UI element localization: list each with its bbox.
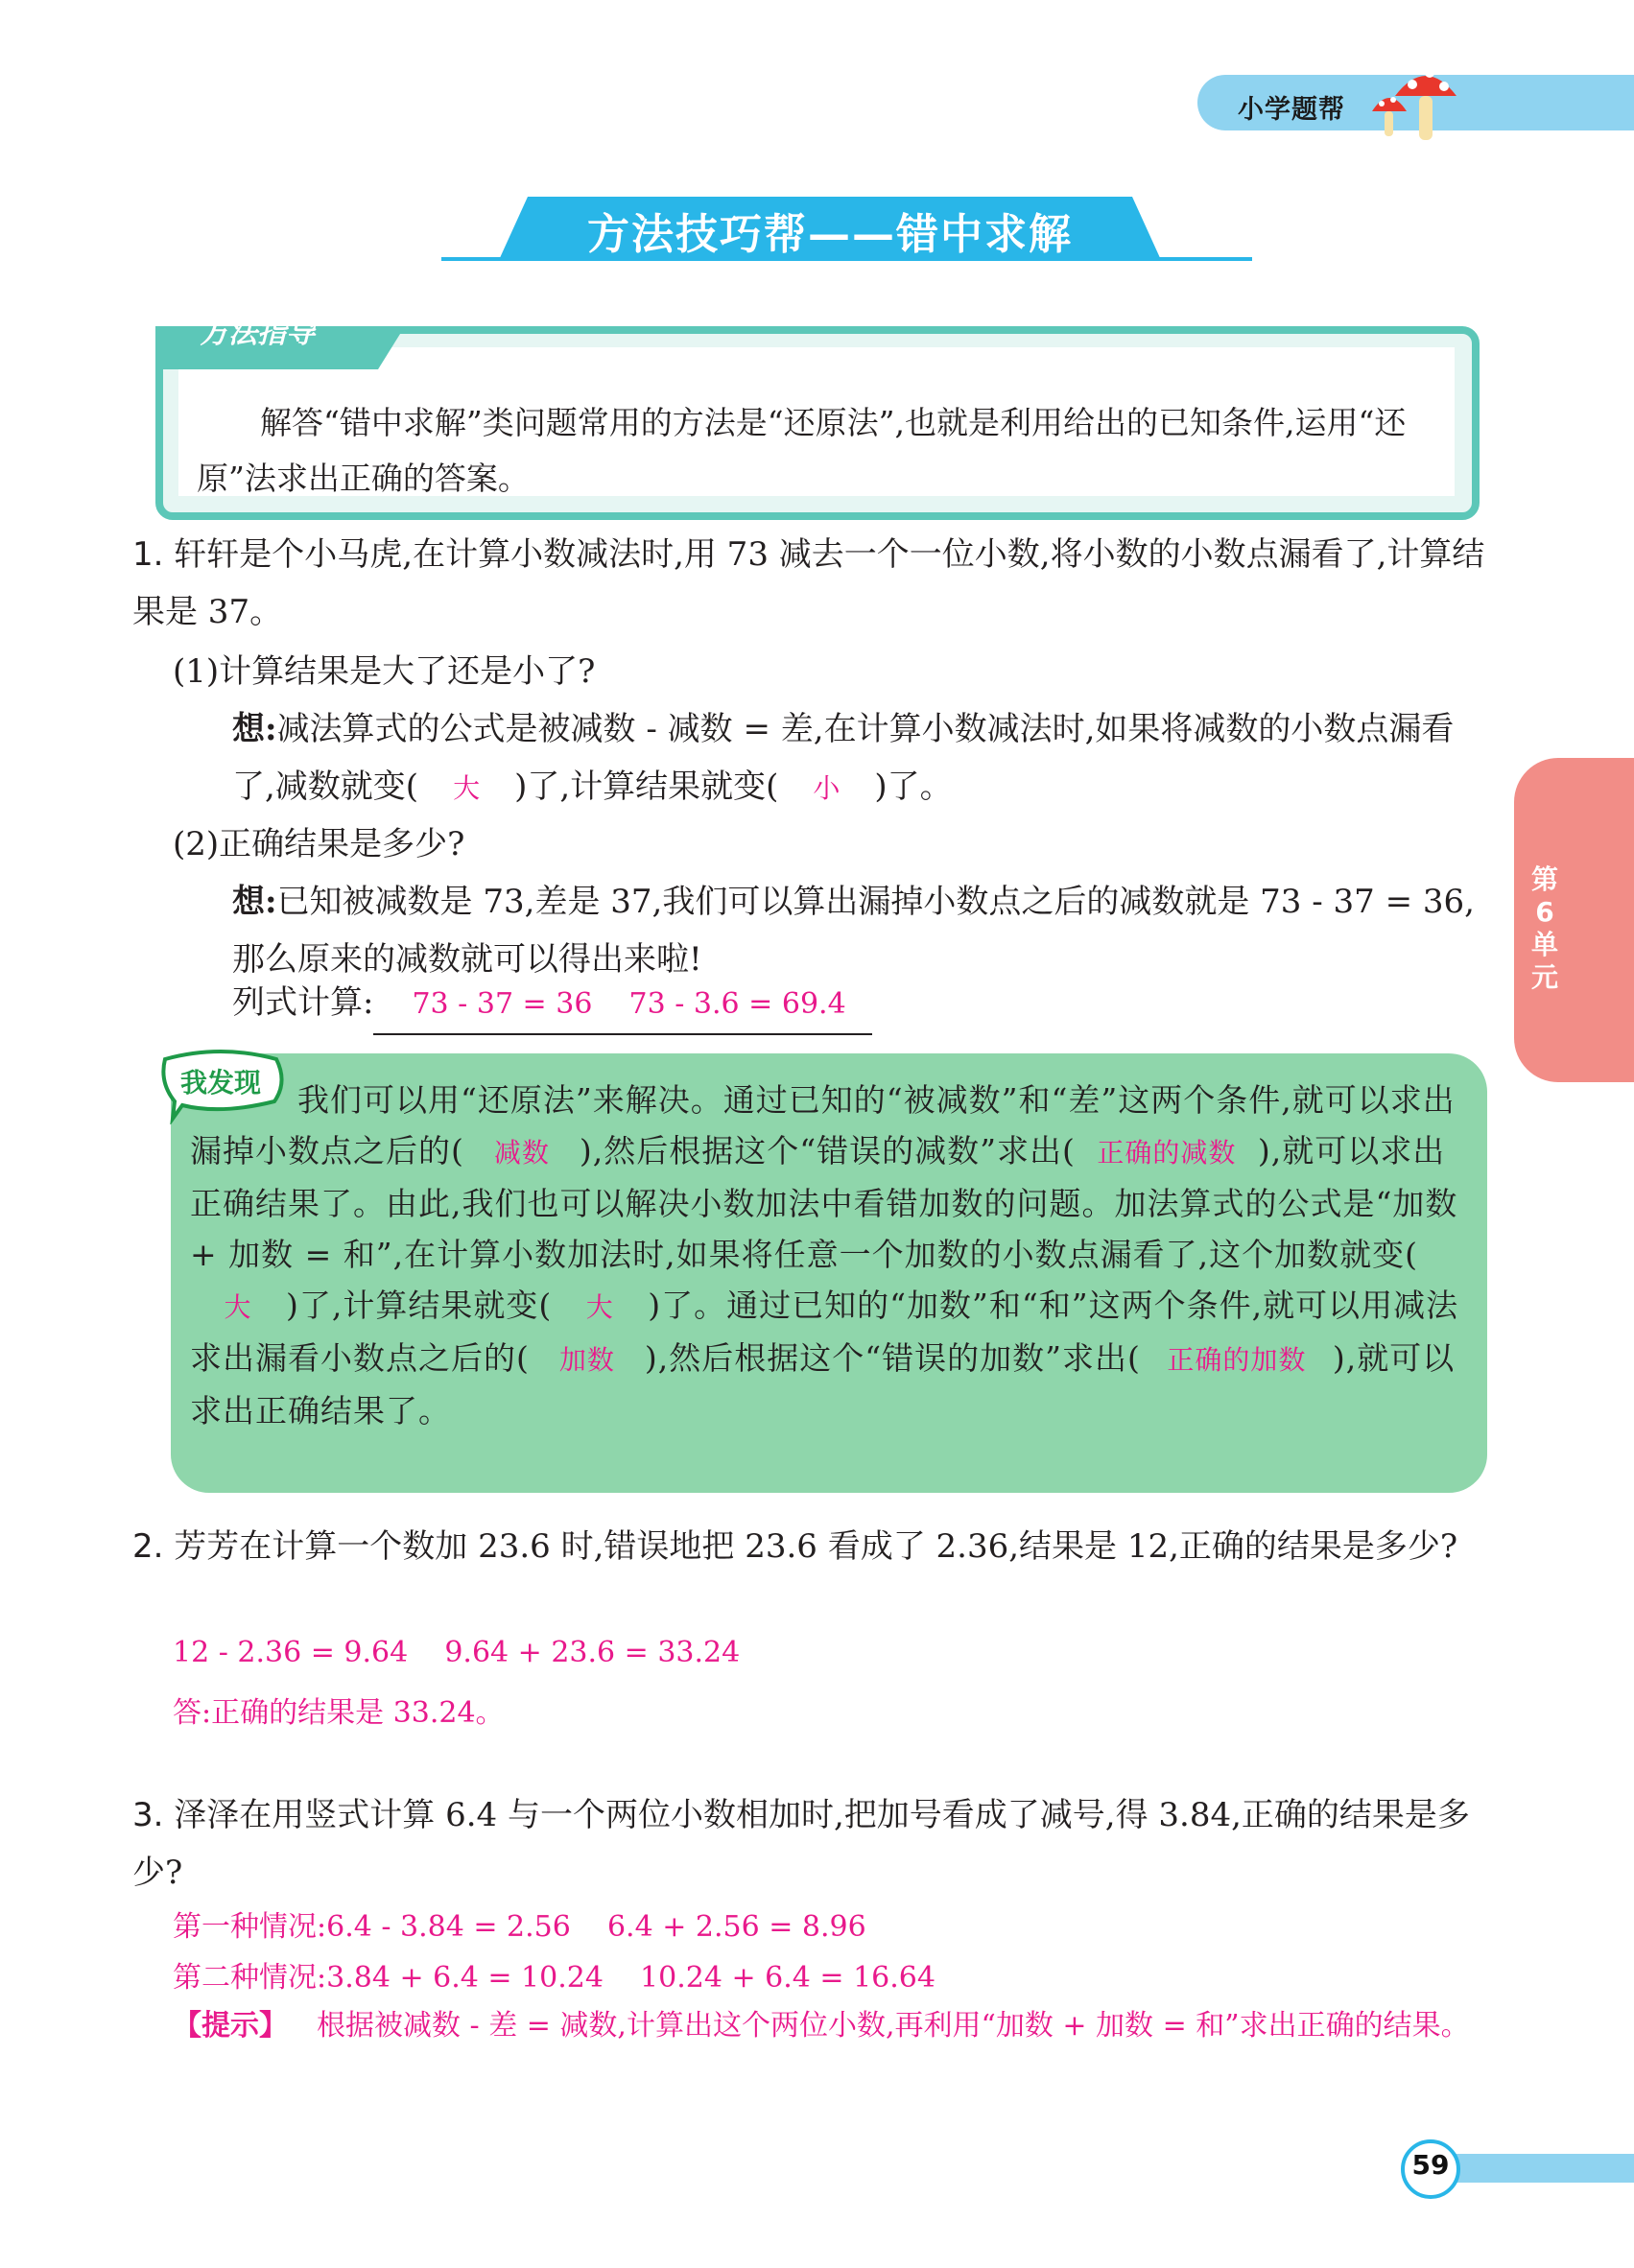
hint-label: 【提示】 [173, 2009, 288, 2043]
discover-text-part: )了。通过已知的“加数”和“和”这两个条件,就可以用减法求出漏看小数点之后的( [190, 1287, 1459, 1377]
answer-blank: 加数 [558, 1344, 615, 1376]
q1-part-1: (1)计算结果是大了还是小了? [173, 652, 596, 691]
question-number: 1. [132, 535, 164, 574]
question-stem: 轩轩是个小马虎,在计算小数减法时,用 73 减去一个一位小数,将小数的小数点漏看了,计算结果是 37。 [132, 535, 1485, 631]
discover-text-part: )了,计算结果就变( [286, 1287, 553, 1324]
discover-tag-text: 我发现 [179, 1067, 262, 1099]
method-text: 解答“错中求解”类问题常用的方法是“还原法”,也就是利用给出的已知条件,运用“还原”法求出正确的答案。 [197, 404, 1407, 497]
question-2 [132, 1518, 1495, 1575]
answer-blank: 正确的加数 [1167, 1344, 1307, 1376]
answer-blank: 小 [813, 772, 841, 804]
question-number: 2. [132, 1527, 164, 1566]
think-text: )了。 [874, 768, 953, 806]
question-stem: 芳芳在计算一个数加 23.6 时,错误地把 23.6 看成了 2.36,结果是 12,正确的结果是多少? [174, 1527, 1458, 1566]
discover-text-part: ),然后根据这个“错误的加数”求出( [644, 1339, 1141, 1377]
calc-answer: 73 - 37 = 36 73 - 3.6 = 69.4 [373, 976, 872, 1035]
hint-text: 根据被减数 - 差 = 减数,计算出这个两位小数,再利用“加数 + 加数 = 和”求出正确的结果。 [317, 2009, 1470, 2043]
q1-part-2-think [232, 873, 1494, 988]
question-3 [132, 1786, 1495, 1902]
answer-blank: 大 [585, 1291, 614, 1323]
page-title: 方法技巧帮——错中求解 [587, 210, 1073, 259]
discover-text-part: 我们可以用“还原法”来解决。通过已知的“被减数”和“差”这两个条件,就可以求出漏掉小数点之后的( [190, 1081, 1456, 1169]
think-label: 想: [232, 883, 277, 921]
q1-part-2: (2)正确结果是多少? [173, 825, 465, 863]
brand-label: 小学题帮 [1238, 95, 1345, 125]
question-number: 3. [132, 1796, 164, 1834]
q3-answer-case-1: 第一种情况:6.4 - 3.84 = 2.56 6.4 + 2.56 = 8.96 [173, 1910, 866, 1944]
q1-calc [232, 974, 872, 1035]
answer-blank: 减数 [493, 1137, 550, 1169]
q2-answer: 答:正确的结果是 33.24。 [173, 1696, 505, 1730]
think-label: 想: [232, 710, 277, 748]
q3-answer-case-2: 第二种情况:3.84 + 6.4 = 10.24 10.24 + 6.4 = 16.64 [173, 1961, 935, 1995]
answer-blank: 大 [224, 1291, 252, 1323]
calc-label: 列式计算: [232, 983, 374, 1022]
mushroom-logo-icon [1353, 56, 1468, 147]
page-number: 59 [1411, 2149, 1450, 2181]
think-text: 减法算式的公式是被减数 - 减数 = 差,在计算小数减法时,如果将减数的小数点漏看了,减数就变( [232, 710, 1455, 806]
discover-text-part: ),然后根据这个“错误的减数”求出( [579, 1132, 1076, 1169]
discover-text [190, 1075, 1471, 1436]
answer-blank: 正确的减数 [1097, 1137, 1237, 1169]
think-text: 已知被减数是 73,差是 37,我们可以算出漏掉小数点之后的减数就是 73 - 37 = 36,那么原来的减数就可以得出来啦! [232, 883, 1475, 979]
question-stem: 泽泽在用竖式计算 6.4 与一个两位小数相加时,把加号看成了减号,得 3.84,正确的结果是多少? [132, 1796, 1470, 1892]
discover-text-part: ),就可以求出正确结果了。 [190, 1339, 1456, 1429]
discover-text-part: ),就可以求出正确结果了。由此,我们也可以解决小数加法中看错加数的问题。加法算式的公式是“加数 + 加数 = 和”,在计算小数加法时,如果将任意一个加数的小数点漏看了,这个加数就变( [190, 1132, 1458, 1273]
q2-answer-calc: 12 - 2.36 = 9.64 9.64 + 23.6 = 33.24 [173, 1636, 741, 1669]
think-text: )了,计算结果就变( [514, 768, 779, 806]
method-tag: 方法指导 [200, 317, 315, 350]
answer-blank: 大 [453, 772, 481, 804]
unit-tab-label: 第6单元 [1530, 863, 1558, 993]
q3-hint [173, 2000, 1487, 2052]
question-1 [132, 526, 1495, 641]
q1-part-1-think [232, 700, 1494, 817]
